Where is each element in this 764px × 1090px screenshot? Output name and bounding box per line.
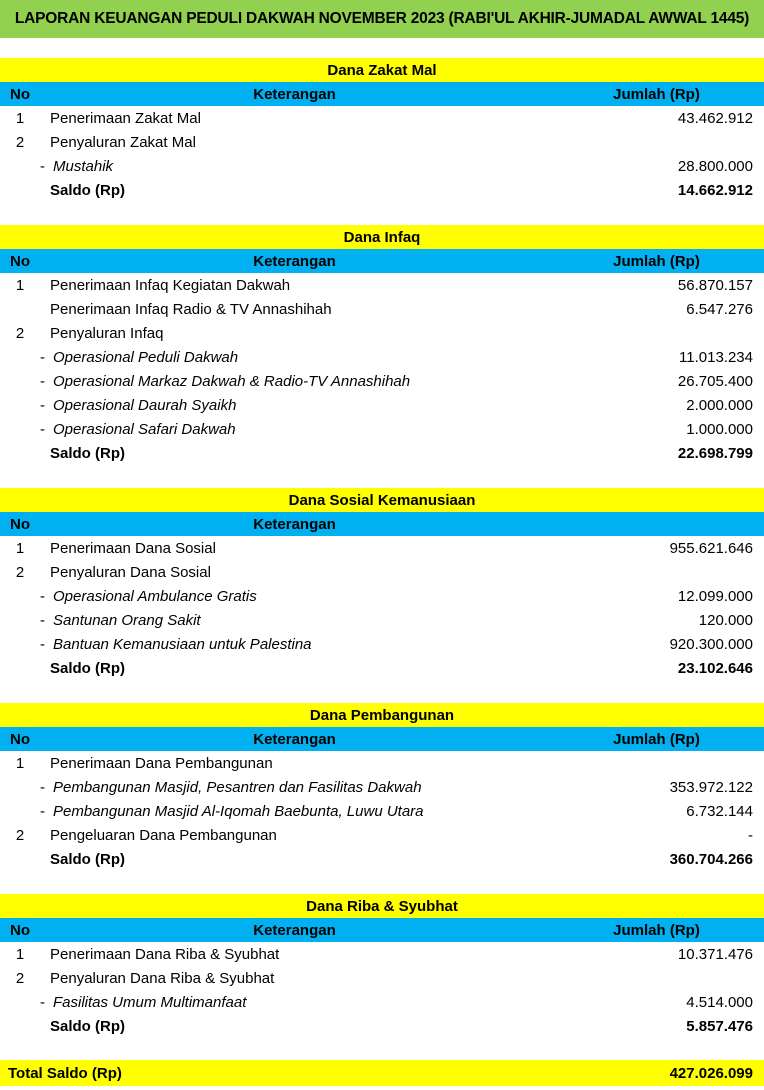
row-number: 1	[15, 539, 25, 557]
total-saldo-bar	[0, 1060, 764, 1086]
row-label: Penyaluran Dana Riba & Syubhat	[50, 969, 275, 987]
column-header-row	[0, 727, 764, 751]
table-row	[0, 560, 764, 584]
row-label	[40, 349, 549, 366]
sections-container	[0, 58, 764, 1038]
section-rows	[0, 942, 764, 1038]
row-label-text: Operasional Ambulance Gratis	[53, 587, 257, 605]
table-row	[0, 417, 764, 441]
total-saldo-amount: 427.026.099	[669, 1064, 753, 1082]
row-label	[40, 779, 549, 796]
list-dash-marker: -	[40, 348, 45, 366]
table-row	[0, 106, 764, 130]
row-label: Penerimaan Dana Pembangunan	[50, 754, 273, 772]
column-header-row	[0, 82, 764, 106]
section-rows	[0, 273, 764, 465]
table-row	[0, 751, 764, 775]
column-header-keterangan: Keterangan	[253, 515, 336, 533]
row-amount: 28.800.000	[677, 157, 753, 175]
row-amount: 2.000.000	[686, 396, 753, 414]
row-label: Saldo (Rp)	[50, 659, 125, 677]
row-label: Saldo (Rp)	[50, 1017, 125, 1035]
column-header-keterangan: Keterangan	[253, 85, 336, 103]
row-amount: 120.000	[698, 611, 753, 629]
table-row	[0, 799, 764, 823]
fund-section	[0, 58, 764, 202]
table-row	[0, 154, 764, 178]
row-amount: 1.000.000	[686, 420, 753, 438]
row-label: Saldo (Rp)	[50, 181, 125, 199]
row-amount: 10.371.476	[677, 945, 753, 963]
row-amount: 26.705.400	[677, 372, 753, 390]
table-row	[0, 321, 764, 345]
table-row	[0, 1014, 764, 1038]
row-amount: 5.857.476	[686, 1017, 753, 1035]
row-number: 1	[15, 276, 25, 294]
list-dash-marker: -	[40, 635, 45, 653]
section-title: Dana Sosial Kemanusiaan	[0, 488, 764, 512]
row-amount: 43.462.912	[677, 109, 753, 127]
row-amount: 23.102.646	[677, 659, 753, 677]
row-label: Penyaluran Zakat Mal	[50, 133, 196, 151]
row-label: Pengeluaran Dana Pembangunan	[50, 826, 277, 844]
row-amount: 955.621.646	[669, 539, 753, 557]
list-dash-marker: -	[40, 778, 45, 796]
row-number: 2	[15, 133, 25, 151]
row-label	[40, 803, 549, 820]
row-label: Penerimaan Infaq Radio & TV Annashihah	[50, 300, 332, 318]
table-row	[0, 990, 764, 1014]
table-row	[0, 847, 764, 871]
table-row	[0, 584, 764, 608]
table-row	[0, 608, 764, 632]
row-label-text: Operasional Daurah Syaikh	[53, 396, 237, 414]
table-row	[0, 966, 764, 990]
table-row	[0, 656, 764, 680]
row-amount: 22.698.799	[677, 444, 753, 462]
list-dash-marker: -	[40, 611, 45, 629]
row-label	[40, 158, 549, 175]
list-dash-marker: -	[40, 396, 45, 414]
row-label-text: Pembangunan Masjid Al-Iqomah Baebunta, Luwu Utara	[53, 802, 424, 820]
row-amount: 12.099.000	[677, 587, 753, 605]
row-amount: 6.732.144	[686, 802, 753, 820]
table-row	[0, 178, 764, 202]
table-row	[0, 823, 764, 847]
row-number: 2	[15, 563, 25, 581]
column-header-no: No	[10, 85, 30, 103]
column-header-keterangan: Keterangan	[253, 252, 336, 270]
row-label: Penerimaan Dana Riba & Syubhat	[50, 945, 280, 963]
row-label	[40, 636, 549, 653]
column-header-jumlah: Jumlah (Rp)	[613, 252, 700, 270]
row-label	[40, 397, 549, 414]
section-rows	[0, 751, 764, 871]
column-header-keterangan: Keterangan	[253, 921, 336, 939]
section-rows	[0, 106, 764, 202]
row-number: 2	[15, 826, 25, 844]
column-header-keterangan: Keterangan	[253, 730, 336, 748]
row-label-text: Santunan Orang Sakit	[53, 611, 201, 629]
column-header-jumlah: Jumlah (Rp)	[613, 85, 700, 103]
row-label-text: Fasilitas Umum Multimanfaat	[53, 993, 247, 1011]
list-dash-marker: -	[40, 993, 45, 1011]
column-header-no: No	[10, 730, 30, 748]
section-title: Dana Pembangunan	[0, 703, 764, 727]
row-label-text: Mustahik	[53, 157, 114, 175]
row-amount: 920.300.000	[669, 635, 753, 653]
row-number: 1	[15, 109, 25, 127]
row-label-text: Operasional Safari Dakwah	[53, 420, 236, 438]
row-amount: 11.013.234	[679, 348, 753, 366]
row-label	[40, 994, 549, 1011]
row-label: Penerimaan Dana Sosial	[50, 539, 216, 557]
fund-section	[0, 703, 764, 871]
row-amount: 353.972.122	[669, 778, 753, 796]
row-number: 1	[15, 754, 25, 772]
table-row	[0, 297, 764, 321]
row-number: 1	[15, 945, 25, 963]
total-saldo-label: Total Saldo (Rp)	[8, 1064, 122, 1082]
column-header-no: No	[10, 921, 30, 939]
row-label: Saldo (Rp)	[50, 444, 125, 462]
row-number: 2	[15, 969, 25, 987]
report-title: LAPORAN KEUANGAN PEDULI DAKWAH NOVEMBER 2023 (RABI'UL AKHIR-JUMADAL AWWAL 1445)	[0, 0, 764, 38]
column-header-row	[0, 249, 764, 273]
column-header-row	[0, 512, 764, 536]
list-dash-marker: -	[40, 420, 45, 438]
list-dash-marker: -	[40, 587, 45, 605]
row-label: Saldo (Rp)	[50, 850, 125, 868]
section-title: Dana Infaq	[0, 225, 764, 249]
table-row	[0, 393, 764, 417]
row-amount: 6.547.276	[686, 300, 753, 318]
table-row	[0, 273, 764, 297]
row-label-text: Bantuan Kemanusiaan untuk Palestina	[53, 635, 312, 653]
table-row	[0, 345, 764, 369]
row-amount: 56.870.157	[677, 276, 753, 294]
row-label-text: Operasional Peduli Dakwah	[53, 348, 239, 366]
row-amount: 4.514.000	[686, 993, 753, 1011]
column-header-row	[0, 918, 764, 942]
fund-section	[0, 488, 764, 680]
column-header-no: No	[10, 515, 30, 533]
table-row	[0, 775, 764, 799]
row-label	[40, 421, 549, 438]
table-row	[0, 130, 764, 154]
row-label	[40, 588, 549, 605]
list-dash-marker: -	[40, 802, 45, 820]
row-amount: 360.704.266	[669, 850, 753, 868]
table-row	[0, 632, 764, 656]
row-number: 2	[15, 324, 25, 342]
row-label	[40, 373, 549, 390]
row-label: Penerimaan Zakat Mal	[50, 109, 201, 127]
column-header-jumlah: Jumlah (Rp)	[613, 730, 700, 748]
section-title: Dana Zakat Mal	[0, 58, 764, 82]
table-row	[0, 441, 764, 465]
list-dash-marker: -	[40, 372, 45, 390]
fund-section	[0, 225, 764, 465]
row-label	[40, 612, 549, 629]
list-dash-marker: -	[40, 157, 45, 175]
column-header-jumlah: Jumlah (Rp)	[613, 921, 700, 939]
row-label-text: Pembangunan Masjid, Pesantren dan Fasilitas Dakwah	[53, 778, 422, 796]
table-row	[0, 369, 764, 393]
section-title: Dana Riba & Syubhat	[0, 894, 764, 918]
section-rows	[0, 536, 764, 680]
row-amount: -	[748, 826, 753, 844]
row-label: Penyaluran Infaq	[50, 324, 164, 342]
row-label: Penerimaan Infaq Kegiatan Dakwah	[50, 276, 291, 294]
table-row	[0, 536, 764, 560]
row-amount: 14.662.912	[677, 181, 753, 199]
row-label: Penyaluran Dana Sosial	[50, 563, 211, 581]
fund-section	[0, 894, 764, 1038]
column-header-no: No	[10, 252, 30, 270]
table-row	[0, 942, 764, 966]
row-label-text: Operasional Markaz Dakwah & Radio-TV Annashihah	[53, 372, 411, 390]
